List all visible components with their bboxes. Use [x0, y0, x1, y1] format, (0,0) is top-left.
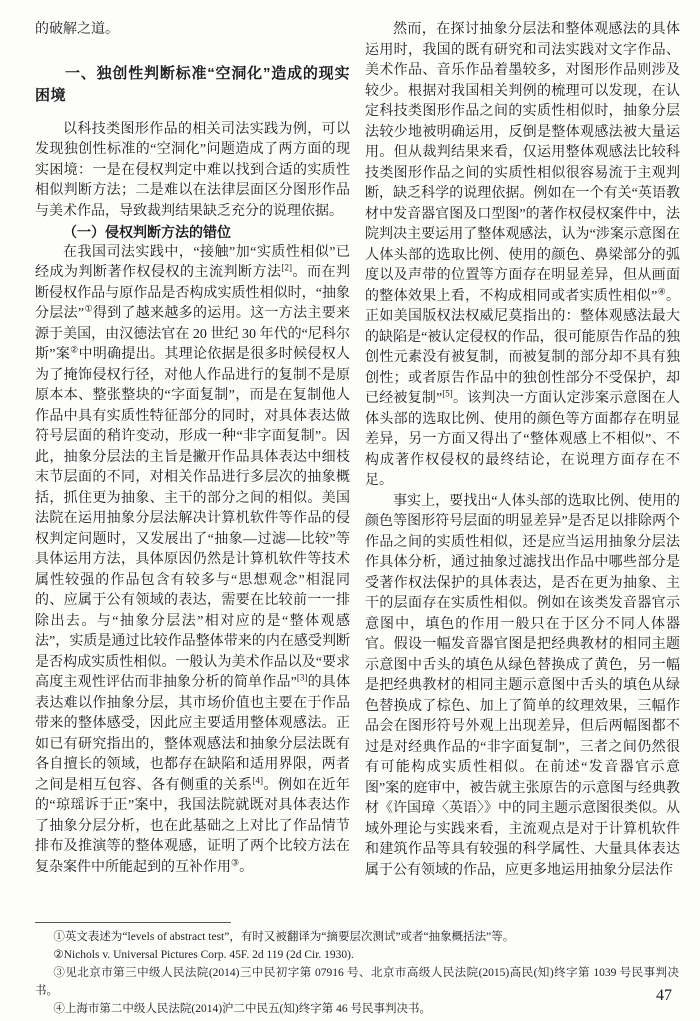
paragraph: 在我国司法实践中，“接触”加“实质性相似”已经成为判断著作权侵权的主流判断方法[2]。而在判断侵权作品与原作品是否构成实质性相似时，“抽象分层法”①得到了越来越多的运用。这一方法主要来源于美国，由汉德法官在 20 世纪 30 年代的“尼科尔斯”案②中明确提出。其理论依据是很多时候侵权人为了掩饰侵权行径，对他人作品进行的复制不是原原本本、整张整块的“字面复制”，而是在复制他人作品中具有实质性特征部分的同时，对具体表达做符号层面的稍许变动，形成一种“非字面复制”。因此，抽象分层法的主旨是撇开作品具体表达中细枝末节层面的不同，对相关作品进行多层次的抽象概括，抓住更为抽象、主干的部分之间的相似。美国法院在运用抽象分层法解决计算机软件等作品的侵权判定问题时，又发展出了“抽象—过滤—比较”等具体运用方法，具体原因仍然是计算机软件等技术属性较强的作品包含有较多与“思想观念”相混同的、应属于公有领域的表达，需要在比较前一一排除出去。与“抽象分层法”相对应的是“整体观感法”，实质是通过比较作品整体带来的内在感受判断是否构成实质性相似。一般认为美术作品以及“要求高度主观性评估而非抽象分析的简单作品”[3]的具体表达难以作抽象分层，其市场价值也主要在于作品带来的整体感受，因此应主要适用整体观感法。正如已有研究指出的，整体观感法和抽象分层法既有各自擅长的领域，也都存在缺陷和适用界限，两者之间是相互包容、各有侧重的关系[4]。例如在近年的“琼瑶诉于正”案中，我国法院就既对具体表达作了抽象分层分析，也在此基础之上对比了作品情节排布及推演等的整体观感，证明了两个比较方法在复杂案件中所能起到的互补作用③。	[35, 244, 351, 875]
paragraph: 然而，在探讨抽象分层法和整体观感法的具体运用时，我国的既有研究和司法实践对文字作品、美术作品、音乐作品着墨较多，对图形作品则涉及较少。根据对我国相关判例的梳理可以发现，在认定科技类图形作品之间的实质性相似时，抽象分层法较少地被明确运用，反倒是整体观感法被大量运用。但从裁判结果来看，仅运用整体观感法比较科技类图形作品之间的实质性相似很容易流于主观判断，缺乏科学的说理依据。例如在一个有关“英语教材中发音器官图及口型图”的著作权侵权案件中，法院判决主要运用了整体观感法，认为“涉案示意图在人体头部的选取比例、使用的颜色、鼻梁部分的弧度以及声带的位置等方面存在明显差异，但从画面的整体效果上看，不构成相同或者实质性相似”④。正如美国版权法权威尼莫指出的：整体观感法最大的缺陷是“被认定侵权的作品，很可能原告作品的独创性元素没有被复制，而被复制的部分却不具有独创性；或者原告作品中的独创性部分不受保护，却已经被复制”[5]。该判决一方面认定涉案示意图在人体头部的选取比例、使用的颜色等方面都存在明显差异，另一方面又得出了“整体观感上不相似”、不构成著作权侵权的最终结论，在说理方面存在不足。	[365, 22, 680, 488]
footnote-reference: ③	[231, 856, 240, 867]
footnote	[35, 1000, 681, 1018]
footnote-marker: ②	[53, 949, 64, 961]
footnote-reference: [5]	[442, 388, 453, 399]
right-column	[365, 20, 680, 908]
subsection-heading: （一）侵权判断方法的错位	[63, 224, 231, 240]
left-column	[35, 20, 350, 908]
footnotes-section	[35, 922, 681, 1018]
footnote	[35, 964, 681, 1000]
footnote-reference: ②	[70, 344, 79, 355]
footnote-reference: [3]	[296, 672, 308, 683]
paragraph-continuation: 的破解之道。	[35, 22, 119, 37]
footnote-separator	[35, 922, 231, 923]
footnote-text: 上海市第二中级人民法院(2014)沪二中民五(知)终字第 46 号民事判决书。	[64, 1003, 431, 1015]
footnote	[35, 928, 681, 946]
footnote-text: 见北京市第三中级人民法院(2014)三中民初字第 07916 号、北京市高级人民法院(2015)高民(知)终字第 1039 号民事判决书。	[35, 967, 680, 997]
section-heading: 一、独创性判断标准“空洞化”造成的现实困境	[35, 64, 350, 104]
footnote-reference: ④	[657, 285, 666, 296]
footnote-reference: ①	[84, 303, 93, 314]
footnote-marker: ④	[53, 1003, 65, 1015]
paragraph: 以科技类图形作品的相关司法实践为例，可以发现独创性标准的“空洞化”问题造成了两方面的现实困境：一是在侵权判定中难以找到合适的实质性相似判断方法；二是难以在法律层面区分图形作品与美术作品，导致裁判结果缺乏充分的说理依据。	[35, 121, 350, 219]
footnote-reference: [4]	[252, 774, 263, 785]
footnote-marker: ①	[53, 931, 65, 943]
footnote	[35, 946, 681, 964]
text-columns	[35, 20, 681, 908]
footnote-text: 英文表述为“levels of abstract test”，有时又被翻译为“摘要层次测试”或者“抽象概括法”等。	[64, 931, 515, 943]
footnote-reference: [2]	[281, 262, 292, 273]
footnote-marker: ③	[53, 967, 66, 979]
page-number: 47	[656, 987, 672, 1004]
paragraph: 事实上，要找出“人体头部的选取比例、使用的颜色等图形符号层面的明显差异”是否足以排除两个作品之间的实质性相似，还是应当运用抽象分层法作具体分析，通过抽象过滤找出作品中哪些部分是受著作权法保护的具体表达，是否在更为抽象、主干的层面存在实质性相似。例如在该类发音器官示意图中，填色的作用一般只在于区分不同人体器官。假设一幅发音器官图是把经典教材的相同主题示意图中舌头的填色从绿色替换成了黄色，另一幅是把经典教材的相同主题示意图中舌头的填色从绿色替换成了棕色、加上了简单的纹理效果，三幅作品会在图形符号外观上出现差异，但后两幅图都不过是对经典作品的“非字面复制”，三者之间仍然很有可能构成实质性相似。在前述“发音器官示意图”案的庭审中，被告就主张原告的示意图与经典教材《许国璋〈英语〉》中的同主题示意图很类似。从域外理论与实践来看，主流观点是对于计算机软件和建筑作品等具有较强的科学属性、大量具体表达属于公有领域的作品，应更多地运用抽象分层法作	[365, 493, 680, 878]
footnote-text: Nichols v. Universal Pictures Corp. 45F. 2d 119 (2d Cir. 1930).	[63, 949, 354, 961]
